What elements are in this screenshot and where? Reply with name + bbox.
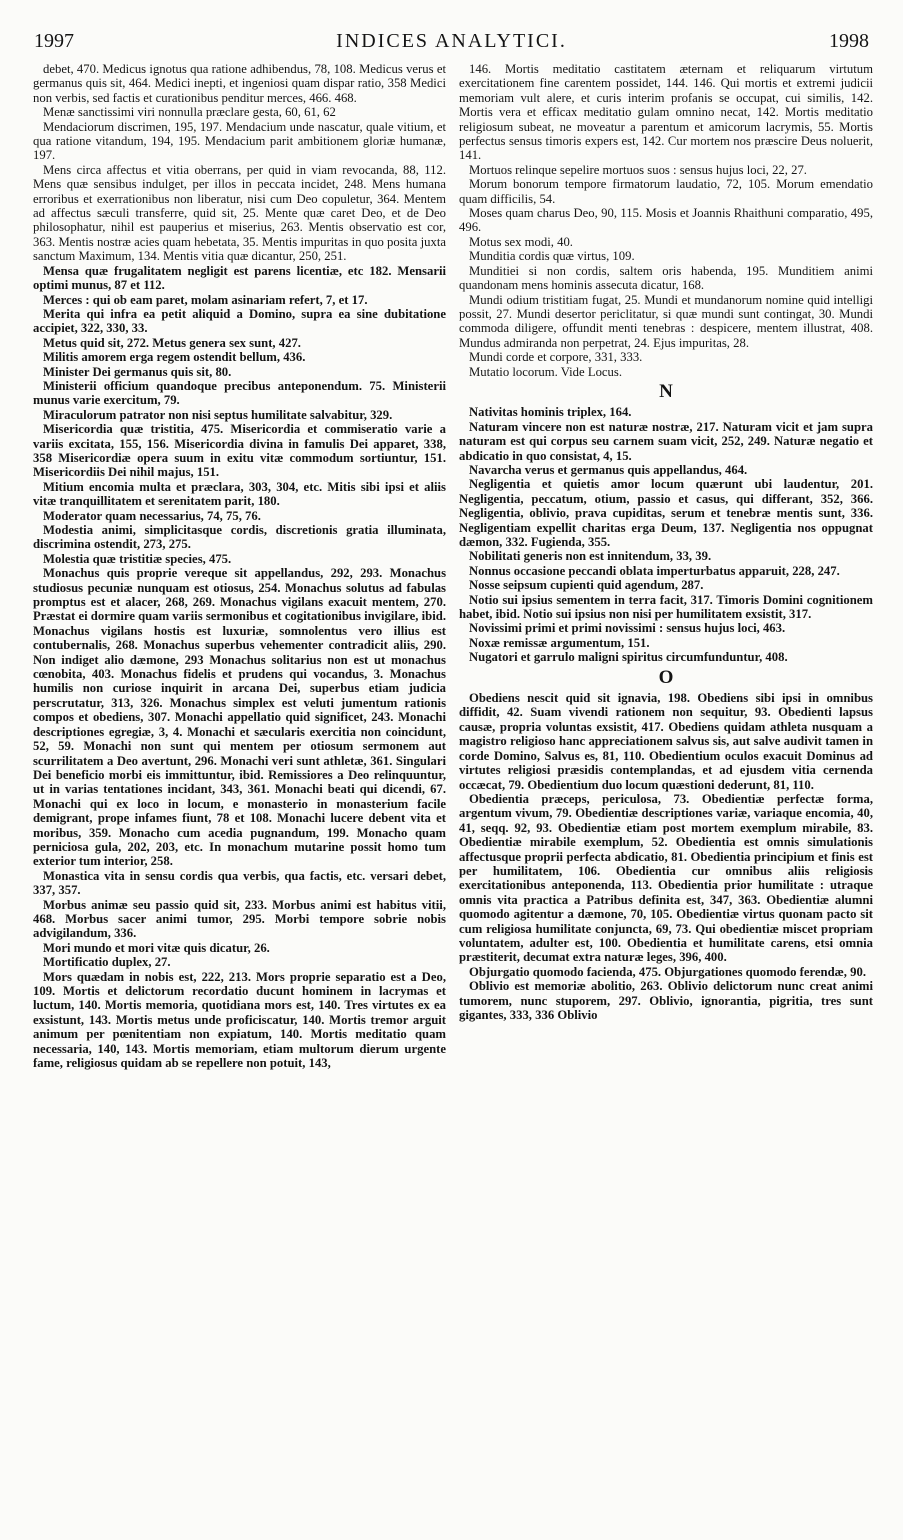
index-entry: Monastica vita in sensu cordis qua verbis, qua factis, etc. versari debet, 337, 357. [33,868,446,898]
index-entry: Notio sui ipsius sementem in terra facit, 317. Timoris Domini cognitionem habet, ibid. Notio sui ipsius non nisi per humilitatem exsistit, 317. [459,592,873,622]
index-entry: Mitium encomia multa et præclara, 303, 304, etc. Mitis sibi ipsi et aliis vitæ tranquillitatem et serenitatem parit, 180. [33,479,446,509]
index-entry: Nobilitati generis non est innitendum, 33, 39. [469,549,712,564]
index-entry: Munditiei si non cordis, saltem oris habenda, 195. Munditiem animi quandonam mens hominis assecuta dicatur, 168. [459,263,873,293]
right-column [459,62,873,1022]
index-entry: Mundi corde et corpore, 331, 333. [469,350,643,365]
page-number-right: 1998 [829,30,869,52]
index-entry: Obediens nescit quid sit ignavia, 198. Obediens sibi ipsi in omnibus diffidit, 42. Suam vivendi rationem non sequitur, 93. Obedienti lapsus causæ, propria voluntas exsistit, 417. Obediens quidam athleta nusquam a magistro religioso hanc appreciationem salvus sis, aut salve audivit tamen in corde Domino, Salvus es, 81, 110. Obedientium oculos exacuit Dominus ad virtutes religiosi præsidis contemplandas, et ad ejusdem vitia cernenda occæcat, 79. Obedientium duo locum quæstioni dederunt, 81, 110. [459,691,873,792]
page-number-left: 1997 [34,30,74,52]
index-entry: Moderator quam necessarius, 74, 75, 76. [43,508,261,523]
index-entry: Militis amorem erga regem ostendit bellum, 436. [43,350,306,365]
index-entry: Molestia quæ tristitiæ species, 475. [43,551,232,566]
running-title: INDICES ANALYTICI. [336,30,567,52]
index-entry: Morbus animæ seu passio quid sit, 233. Morbus animi est habitus vitii, 468. Morbus sacer animi tumor, 295. Morbi tempore sobrie nobis advigilandum, 336. [33,897,446,941]
index-entry: Monachus quis proprie vereque sit appellandus, 292, 293. Monachus studiosus pecuniæ nunquam est otiosus, 254. Monachus solutus ad fabulas promptus est et alacer, 268, 269. Monachus vigilans exacuit mentem, 270. Præstat ei dormire quam variis sermonibus et cogitationibus invigilare, ibid. Monachus vigilans hostis est luxuriæ, somnolentus vero illius est contubernalis, 268. Monachus superbus vehementer contradicit aliis, 290. Non indiget alio dæmone, 293 Monachus solitarius non est ut monachus cœnobita, 403. Monachus fidelis et prudens qui vocandus, 3. Monachus humilis non curiose inquirit in arcana Dei, superbus etiam judicia perscrutatur, 313, 326. Monachus simplex est veluti jumentum rationis compos et obediens, 307. Monachi appellatio quid significet, 243. Monachi descriptiones egregiæ, 3, 4. Monachi et sæcularis exercitia non coincidunt, 52, 59. Monachi non sunt qui mentem per otiosum sermonem aut scurrilitatem a Deo avertunt, 296. Monachi veri sunt athletæ, 361. Singulari Dei beneficio morbi eis immittuntur, ibid. Remissiores a Deo relinquuntur, ut in varias tentationes incidant, 343, 361. Monachi beati qui dicendi, 67. Monachi qui ex loco in locum, e monasterio in monasterium facile demigrant, prope infames fiunt, 78 et 108. Monachi lucere debent vita et moribus, 359. Monacho cum acedia pugnandum, 199. Monacho quam perniciosa gula, 202, 203, etc. In monachum mutarine possit homo tum exterior tum interior, 258. [33,566,446,869]
index-entry: 146. Mortis meditatio castitatem æternam et reliquarum virtutum exercitationem fine carentem possidet, 144. 146. Qui mortis et extremi judicii memoriam vult alere, et curis interim profanis se occupat, cui similis, 142. Mortis vera et efficax meditatio gulam omnino necat, 142. Mortis meditatio religiosum subeat, ne moveatur a parentum et amicorum lacrymis, 55. Mortis perfectus sensus timoris expers est, 142. Cur mortem nos præscire Deus noluerit, 141. [459,62,873,163]
index-entry: Morum bonorum tempore firmatorum laudatio, 72, 105. Morum emendatio quam difficilis, 54. [459,177,873,206]
index-entry: Moses quam charus Deo, 90, 115. Mosis et Joannis Rhaithuni comparatio, 495, 496. [459,206,873,235]
index-entry: Navarcha verus et germanus quis appellandus, 464. [469,462,748,477]
index-entry: Minister Dei germanus quis sit, 80. [43,364,232,379]
index-entry: Mendaciorum discrimen, 195, 197. Mendacium unde nascatur, quale vitium, et qua ratione vitandum, 194, 195. Mendacium parit ambitionem gloriæ humanæ, 197. [33,119,446,163]
index-entry: Mortuos relinque sepelire mortuos suos : sensus hujus loci, 22, 27. [469,162,807,177]
index-entry: Mens circa affectus et vitia oberrans, per quid in viam revocanda, 88, 112. Mens quæ sensibus indulget, per illos in peccata incidet, 248. Mens humana erroribus et exerrationibus non liberatur, nisi cum Deo copuletur, 364. Mentem ad affectus sæculi transferre, quid sit, 25. Mente quæ caret Deo, et de Deo philosophatur, nihil est pauperius et miserius, 263. Mentis observatio est cor, 363. Mentis nostræ acies quam hebetata, 35. Mentis impuritas in quo posita juxta sanctum Maximum, 134. Mentis vitia quæ dicantur, 250, 251. [33,162,446,264]
index-entry: Miraculorum patrator non nisi septus humilitate salvabitur, 329. [43,407,393,422]
index-entry: Misericordia quæ tristitia, 475. Misericordia et commiseratio varie a variis excitata, 155, 156. Misericordia divina in famulis Dei apparet, 338, 358 Misericordiæ opera suum in exitu vitæ commodum sortiuntur, 151. Misericordiis Dei nihil majus, 151. [33,422,446,480]
index-entry: Munditia cordis quæ virtus, 109. [469,249,635,264]
index-entry: Oblivio est memoriæ abolitio, 263. Oblivio delictorum nunc creat animi tumorem, nunc stuporem, 297. Oblivio, ignorantia, pigritia, tres sunt gigantes, 333, 336 Oblivio [459,979,873,1022]
index-entry: Mors quædam in nobis est, 222, 213. Mors proprie separatio est a Deo, 109. Mortis et delictorum recordatio ducunt hominem in lacrymas et luctum, 140. Mortis memoria, quotidiana mors est, 140. Tres virtutes ex ea exsistunt, 143. Mortis metus unde proficiscatur, 140. Mortis tremor arguit animum per pœnitentiam non expiatum, 140. Mortis meditatio quam necessaria, 140, 143. Mortis memoriam, etiam multorum dierum urgente fame, religiosus quidam ab se repellere non potuit, 143, [33,969,446,1071]
index-entry: Menæ sanctissimi viri nonnulla præclare gesta, 60, 61, 62 [43,105,336,120]
index-entry: Metus quid sit, 272. Metus genera sex sunt, 427. [43,335,301,350]
entries-m [459,62,873,379]
index-entry: Mundi odium tristitiam fugat, 25. Mundi et mundanorum nomine quid intelligi possit, 27. Mundi desertor periclitatur, si quæ mundi sunt contingat, 30. Mundi commoda diligere, offundit menti tenebras : despicere, mentem illustrat, 408. Mundus admiranda non perpetrat, 24. Ejus impuritas, 28. [459,292,873,350]
page-header [0,30,903,56]
index-entry: Nativitas hominis triplex, 164. [469,405,632,420]
index-entry: Novissimi primi et primi novissimi : sensus hujus loci, 463. [469,621,786,636]
index-entry: debet, 470. Medicus ignotus qua ratione adhibendus, 78, 108. Medicus verus et germanus quis sit, 464. Medici inepti, et ingeniosi quam dispar ratio, 358 Medici non verbis, sed factis et curationibus penditur merces, 466. 468. [33,62,446,105]
index-entry: Noxæ remissæ argumentum, 151. [469,635,650,650]
entries-o [459,691,873,1022]
index-entry: Obedientia præceps, periculosa, 73. Obedientiæ perfectæ forma, argentum vivum, 79. Obedientiæ descriptiones variæ, variaque encomia, 40, 41, seqq. 92, 93. Obedientiæ etiam post mortem exemplum mirabile, 83. Obedientiæ mirabile exemplum, 52. Obedientia est omnis simulationis affectusque proprii perfecta abdicatio, 81. Obedientia principium et finis est per humilitatem, 106. Obedientia cur omnibus aliis religiosis exercitationibus anteponenda, 113. Obedientia prior humilitate : utraque omnis vita practica a Patribus definita est, 347, 363. Obedientiæ alumni quomodo agitentur a dæmone, 70, 105. Obedientiæ virtus quonam pacto sit cum religiosa humilitate conjuncta, 69, 73. Qui obedientiæ miscet propriam voluntatem, adulter est, 100. Obedientia et humilitate carens, etsi omnia præstiterit, decumat extra naturæ leges, 396, 400. [459,791,873,965]
index-entry: Negligentia et quietis amor locum quærunt ubi laudentur, 201. Negligentia, peccatum, otium, passio et casus, qui differant, 352, 366. Negligentia, oblivio, prava cupiditas, serum et tenebræ mentis sunt, 336. Negligentiam expellit charitas erga Deum, 137. Negligentia nos oppugnat dæmon, 332. Fugienda, 355. [459,477,873,549]
entries-n [459,405,873,664]
index-entry: Mensa quæ frugalitatem negligit est parens licentiæ, etc 182. Mensarii optimi munus, 87 et 112. [33,263,446,293]
index-entry: Objurgatio quomodo facienda, 475. Objurgationes quomodo ferendæ, 90. [469,964,866,979]
index-entry: Mutatio locorum. Vide Locus. [469,364,622,379]
index-entry: Nonnus occasione peccandi oblata imperturbatus apparuit, 228, 247. [469,563,840,578]
index-entry: Mori mundo et mori vitæ quis dicatur, 26. [43,940,270,955]
index-entry: Nosse seipsum cupienti quid agendum, 287. [469,578,704,593]
left-column [33,62,446,1070]
index-entry: Ministerii officium quandoque precibus anteponendum. 75. Ministerii munus varie exercitum, 79. [33,378,446,408]
index-entry: Nugatori et garrulo maligni spiritus circumfunduntur, 408. [469,650,788,665]
index-entry: Mortificatio duplex, 27. [43,955,171,970]
index-entry: Naturam vincere non est naturæ nostræ, 217. Naturam vicit et jam supra naturam est qui corpus seu carnem suam vicit, 252, 249. Naturæ negatio et abdicatio in quo consistat, 4, 15. [459,419,873,463]
section-letter-n: N [659,380,673,402]
index-entry: Merces : qui ob eam paret, molam asinariam refert, 7, et 17. [43,292,368,307]
section-letter-o: O [658,666,674,688]
index-entry: Motus sex modi, 40. [469,234,573,249]
index-entry: Merita qui infra ea petit aliquid a Domino, supra ea sine dubitatione accipiet, 322, 330, 33. [33,306,446,336]
index-entry: Modestia animi, simplicitasque cordis, discretionis gratia illuminata, discrimina ostendit, 273, 275. [33,523,446,552]
